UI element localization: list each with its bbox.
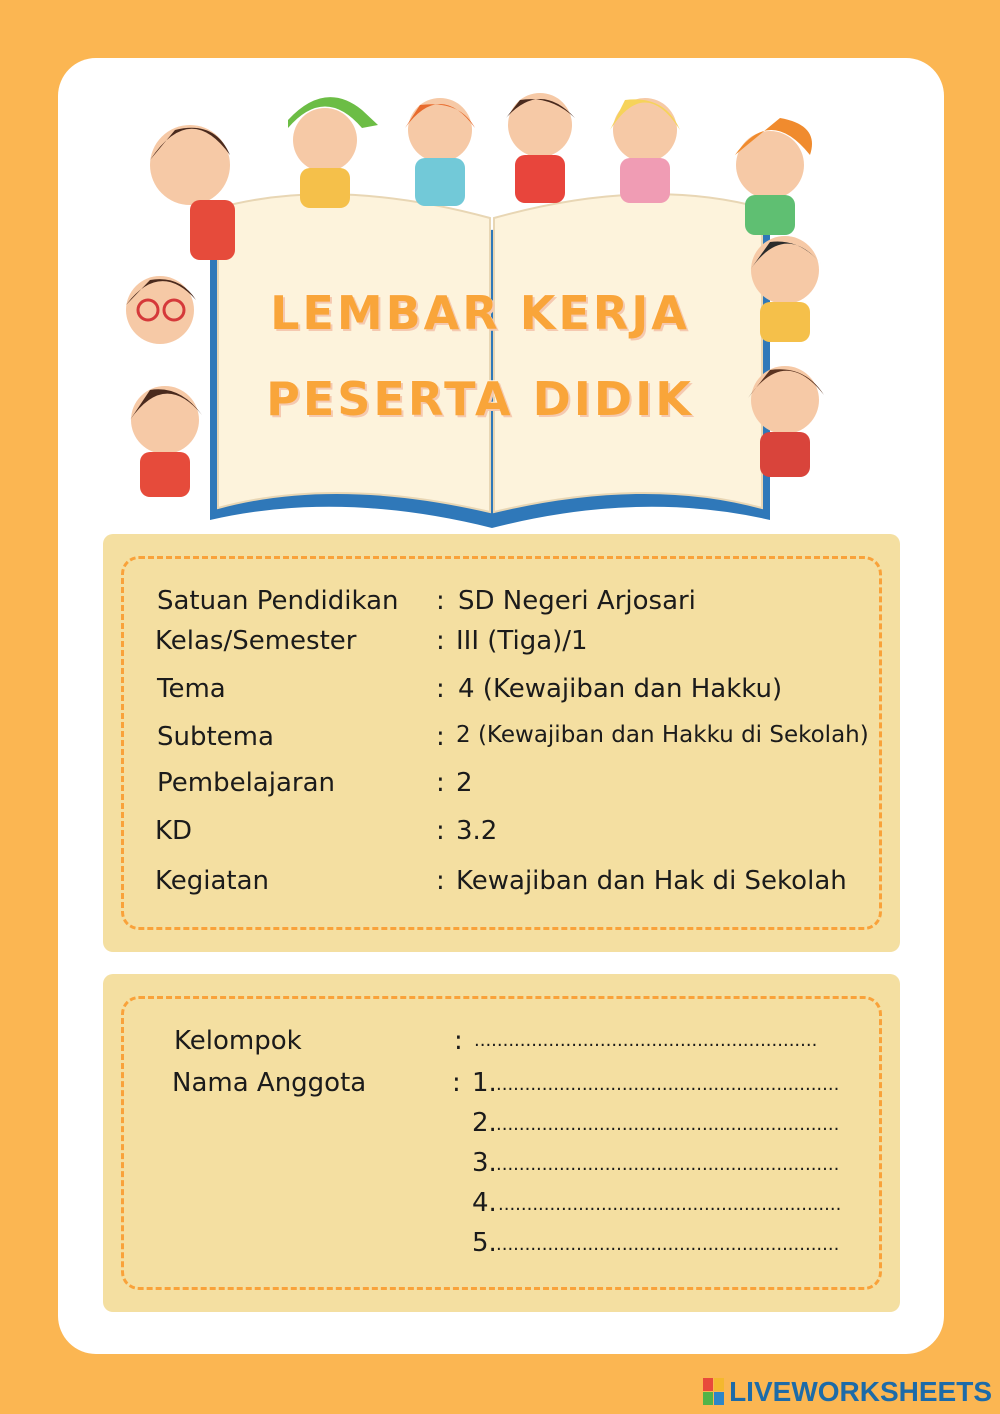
member-blank[interactable]: ............................................................ <box>498 1194 842 1215</box>
liveworksheets-logo-icon <box>703 1378 725 1406</box>
colon: : <box>436 626 445 656</box>
group-panel <box>103 974 900 1312</box>
label-kegiatan: Kegiatan <box>155 866 270 896</box>
child-figure <box>610 98 680 203</box>
title-line-2: PESERTA DIDIK <box>266 372 694 426</box>
liveworksheets-brand <box>703 1376 992 1408</box>
colon: : <box>436 768 445 798</box>
value-kegiatan: Kewajiban dan Hak di Sekolah <box>456 866 847 896</box>
value-tema: 4 (Kewajiban dan Hakku) <box>458 674 783 704</box>
label-kelas-semester: Kelas/Semester <box>155 626 357 656</box>
member-blank[interactable]: ............................................................ <box>496 1234 840 1255</box>
colon: : <box>436 722 445 752</box>
value-pembelajaran: 2 <box>456 768 473 798</box>
member-number: 4. <box>472 1188 497 1218</box>
child-figure <box>506 93 575 203</box>
colon: : <box>454 1026 463 1056</box>
label-tema: Tema <box>157 674 226 704</box>
child-figure <box>126 276 196 344</box>
child-figure <box>735 118 812 235</box>
value-subtema: 2 (Kewajiban dan Hakku di Sekolah) <box>456 722 869 748</box>
child-figure <box>405 98 475 206</box>
colon: : <box>436 586 445 616</box>
value-kd: 3.2 <box>456 816 498 846</box>
label-subtema: Subtema <box>157 722 274 752</box>
kelompok-blank[interactable]: ............................................................ <box>474 1030 818 1051</box>
colon: : <box>436 816 445 846</box>
value-satuan-pendidikan: SD Negeri Arjosari <box>458 586 696 616</box>
member-blank[interactable]: ............................................................ <box>496 1074 840 1095</box>
colon: : <box>436 674 445 704</box>
member-number: 2. <box>472 1108 497 1138</box>
label-kd: KD <box>155 816 193 846</box>
child-figure <box>288 97 378 208</box>
brand-name: LIVEWORKSHEETS <box>729 1376 992 1407</box>
member-blank[interactable]: ............................................................ <box>496 1154 840 1175</box>
value-kelas-semester: III (Tiga)/1 <box>456 626 588 656</box>
member-number: 3. <box>472 1148 497 1178</box>
child-figure <box>130 386 202 497</box>
colon: : <box>436 866 445 896</box>
member-blank[interactable]: ............................................................ <box>496 1114 840 1135</box>
child-figure <box>750 236 822 342</box>
label-kelompok: Kelompok <box>174 1026 302 1056</box>
label-pembelajaran: Pembelajaran <box>157 768 335 798</box>
child-figure <box>150 125 235 260</box>
worksheet-title <box>230 270 730 442</box>
member-number: 5. <box>472 1228 497 1258</box>
colon: : <box>452 1068 461 1098</box>
member-number: 1. <box>472 1068 497 1098</box>
title-line-1: LEMBAR KERJA <box>270 286 690 340</box>
label-satuan-pendidikan: Satuan Pendidikan <box>157 586 399 616</box>
label-nama-anggota: Nama Anggota <box>172 1068 367 1098</box>
